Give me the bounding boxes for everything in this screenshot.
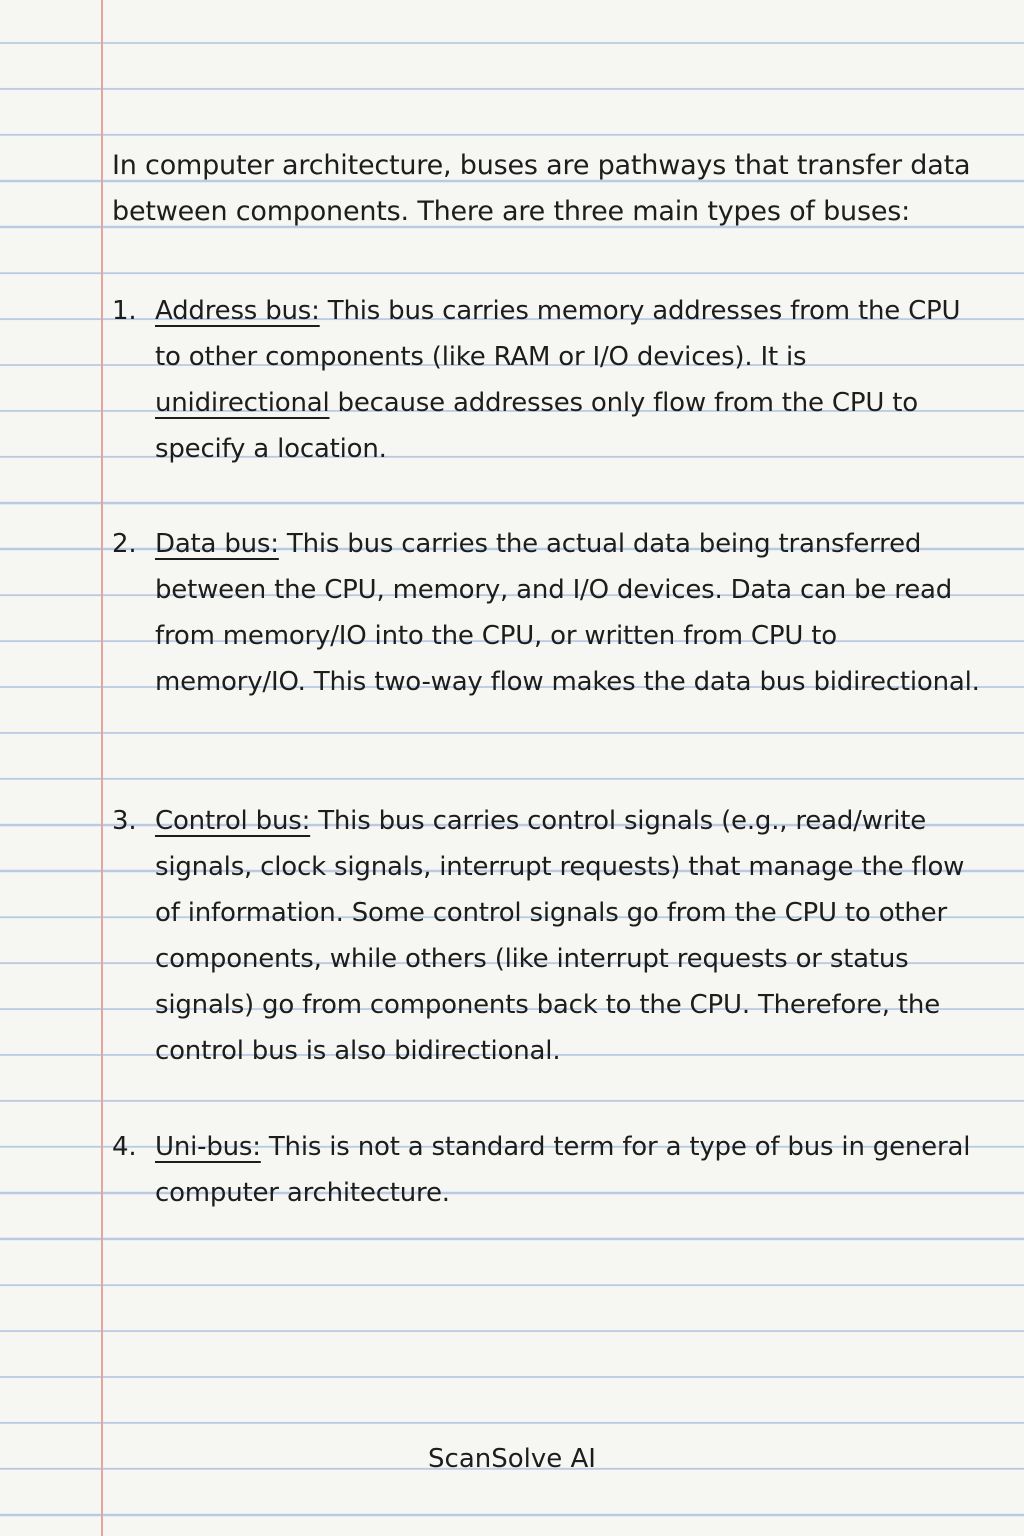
item-body [155, 288, 982, 472]
item-term: Data bus: [155, 529, 279, 559]
item-term: Uni-bus: [155, 1132, 261, 1162]
item-text: This bus carries control signals (e.g., read/write signals, clock signals, interrupt requests) that manage the flow of information. Some control signals go from the CPU to other components, while others (like interrupt requests or status signals) go from components back to the CPU. Therefore, the control bus is also bidirectional. [155, 806, 965, 1066]
item-emphasis: unidirectional [155, 388, 330, 418]
item-term: Control bus: [155, 806, 311, 836]
item-body [155, 798, 982, 1074]
margin-line [101, 0, 103, 1536]
item-body [155, 1124, 982, 1216]
footer-watermark: ScanSolve AI [428, 1444, 596, 1474]
item-text: This bus carries memory addresses from the CPU to other components (like RAM or I/O devices). It is [155, 296, 961, 372]
intro-paragraph: In computer architecture, buses are pathways that transfer data between components. There are three main types of buses: [112, 150, 971, 227]
item-text: This bus carries the actual data being transferred between the CPU, memory, and I/O devices. Data can be read from memory/IO into the CPU, or written from CPU to memory/IO. This two-way flow makes the data bus bidirectional. [155, 529, 980, 697]
item-text: This is not a standard term for a type of bus in general computer architecture. [155, 1132, 971, 1208]
item-number: 3. [112, 806, 137, 836]
item-term: Address bus: [155, 296, 320, 326]
item-text-after: because addresses only flow from the CPU to specify a location. [155, 388, 918, 464]
item-number: 1. [112, 296, 137, 326]
item-body [155, 521, 982, 705]
list-item-data-bus [112, 521, 982, 705]
list-item-address-bus [112, 288, 982, 472]
item-number: 4. [112, 1132, 137, 1162]
list-item-uni-bus [112, 1124, 982, 1216]
item-number: 2. [112, 529, 137, 559]
list-item-control-bus [112, 798, 982, 1074]
